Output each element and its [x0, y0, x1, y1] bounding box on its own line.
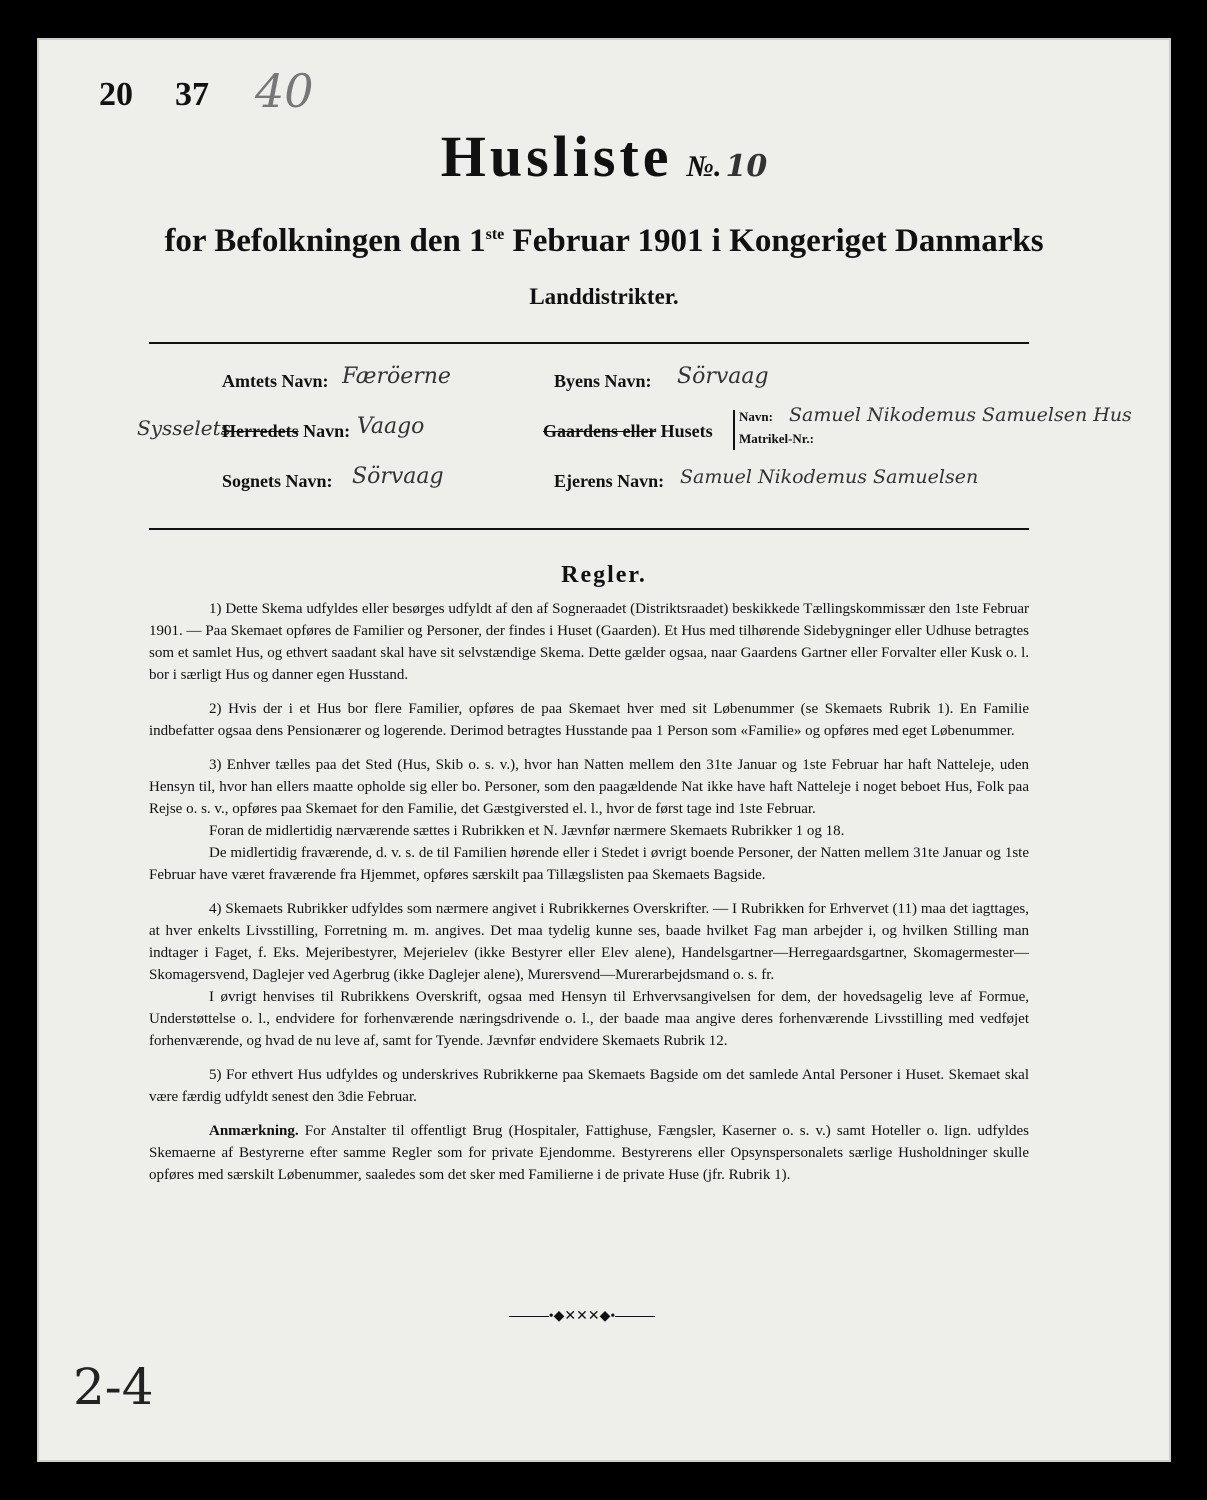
rule-4a: 4) Skemaets Rubrikker udfyldes som nærmere angivet i Rubrikkernes Overskrifter. — I Rubrikken for Erhvervet (11) maa det iagttages, at hver enkelts Livsstilling, Forretning m. m. angives. Det maa tydelig kunne ses, baade hvilket Fag man arbejder i, og hvilken Stilling man indtager i Faget, f. Eks. Mejeribestyrer, Mejerielev (ikke Bestyrer eller Elev alene), Handelsgartner—Herregaardsgartner, Skomagermester—Skomagersvend, Daglejer ved Agerbrug (ikke Daglejer alene), Murersvend—Murerarbejdsmand o. s. fr.: [149, 901, 1029, 983]
rule-4b: I øvrigt henvises til Rubrikkens Overskrift, ogsaa med Hensyn til Erhvervsangivelsen for dem, der hovedsagelig leve af Formue, Understøttelse o. l., endvidere for forhenværende næringsdrivende o. l., der baade maa angive deres forhenværende Livsstilling med vedføjet forhenværende, og hvad de nu leve af, samt for Tyende. Jævnfør endvidere Skemaets Rubrik 12.: [149, 989, 1029, 1049]
rule-3a: 3) Enhver tælles paa det Sted (Hus, Skib o. s. v.), hvor han Natten mellem den 31te Januar og 1ste Februar har haft Natteleje, uden Hensyn til, hvor han ellers maatte opholde sig eller bo. Personer, som den paagældende Nat ikke have haft Natteleje i noget beboet Hus, Folk paa Rejse o. s. v., opføres paa Skemaet for den Familie, det Gæstgiversted el. l., hvor de først tage ind 1ste Februar.: [149, 757, 1029, 817]
sogn-value: Sörvaag: [352, 464, 444, 489]
ejer-value: Samuel Nikodemus Samuelsen: [680, 466, 979, 488]
ornament-glyphs: •◆✕✕✕◆•: [548, 1309, 616, 1324]
census-form-page: [37, 38, 1171, 1462]
rules-heading: Regler.: [561, 562, 647, 588]
title-no-value: 10: [725, 149, 768, 184]
annotation: [149, 1120, 1029, 1186]
byen-label: Byens Navn:: [554, 371, 652, 391]
rule-3b: Foran de midlertidig nærværende sættes i Rubrikken et N. Jævnfør nærmere Skemaets Rubrikker 1 og 18.: [209, 823, 845, 839]
form-number-a: 20: [99, 76, 133, 113]
title-no-label: №.: [686, 150, 722, 183]
top-rule: [149, 342, 1029, 344]
herred-label: [222, 421, 350, 442]
herred-label-struck: Herredets: [222, 421, 299, 441]
amt-label: Amtets Navn:: [222, 371, 329, 391]
herred-value: Vaago: [357, 414, 425, 439]
matrikel-small-label: Matrikel-Nr.:: [739, 431, 814, 446]
subtitle: [37, 223, 1171, 260]
district-heading: Landdistrikter.: [529, 284, 679, 309]
rule-2: 2) Hvis der i et Hus bor flere Familier, opføres de paa Skemaet hver med sit Løbenummer (se Skemaets Rubrik 1). En Familie indbefatter ogsaa dens Pensionærer og logerende. Derimod betragtes Husstande paa 1 Person som «Familie» og opføres med eget Løbenummer.: [149, 701, 1029, 739]
brace-line: [733, 410, 735, 450]
subtitle-part1: for Befolkningen den 1: [164, 223, 486, 259]
sysselets-handwritten: Sysselets: [137, 416, 231, 440]
subtitle-sup: ste: [485, 226, 505, 243]
form-number-b: 37: [175, 76, 209, 113]
bottom-rule: [149, 528, 1029, 530]
subtitle-part2: Februar 1901 i Kongeriget Danmarks: [504, 223, 1044, 259]
byen-value: Sörvaag: [677, 364, 769, 389]
title-main: Husliste: [440, 124, 673, 189]
handwritten-number: 40: [255, 64, 314, 118]
amt-value: Færöerne: [342, 364, 451, 389]
herred-label-text: Navn:: [298, 421, 351, 441]
ornament-divider: [507, 1308, 657, 1325]
husets-label-text: Husets: [656, 421, 713, 441]
husets-label: [543, 421, 713, 442]
rule-1: 1) Dette Skema udfyldes eller besørges udfyldt af den af Sogneraadet (Distriktsraadet) beskikkede Tællingskommissær den 1ste Februar 1901. — Paa Skemaet opføres de Familier og Personer, der findes i Huset (Gaarden). Et Hus med tilhørende Sidebygninger eller Udhuse betragtes som et samlet Hus, og ethvert saadant skal have sit selvstændige Skema. Dette gælder ogsaa, naar Gaardens Gartner eller Forvalter eller Kusk o. l. bor i særligt Hus og danner egen Husstand.: [149, 601, 1029, 683]
handwritten-footer-note: 2-4: [73, 1358, 154, 1416]
rule-3c: De midlertidig fraværende, d. v. s. de til Familien hørende eller i Stedet i øvrigt boende Personer, der Natten mellem 31te Januar og 1ste Februar have været fraværende fra Hjemmet, opføres særskilt paa Tillægslisten paa Skemaets Bagside.: [149, 845, 1029, 883]
navn-small-label: Navn:: [739, 409, 773, 424]
rule-5: 5) For ethvert Hus udfyldes og underskrives Rubrikkerne paa Skemaets Bagside om det samlede Antal Personer i Huset. Skemaet skal være færdig udfyldt senest den 3die Februar.: [149, 1067, 1029, 1105]
annotation-text: For Anstalter til offentligt Brug (Hospitaler, Fattighuse, Fængsler, Kaserner o. s. v.) samt Hoteller o. lign. udfyldes Skemaerne af Bestyrerne efter samme Regler som for private Ejendomme. Bestyrerens eller Opsynspersonalets særlige Husholdninger skulle opføres med særskilt Løbenummer, saaledes som det sker med Familierne i de private Huse (jfr. Rubrik 1).: [149, 1123, 1029, 1183]
ejer-label: Ejerens Navn:: [554, 471, 665, 491]
sogn-label: Sognets Navn:: [222, 471, 333, 491]
page-title: [37, 123, 1171, 190]
annotation-label: Anmærkning.: [209, 1123, 299, 1139]
hus-value: Samuel Nikodemus Samuelsen Hus: [789, 404, 1132, 426]
rules-text: [149, 598, 1029, 1198]
gaard-label-struck: Gaardens eller: [543, 421, 657, 441]
